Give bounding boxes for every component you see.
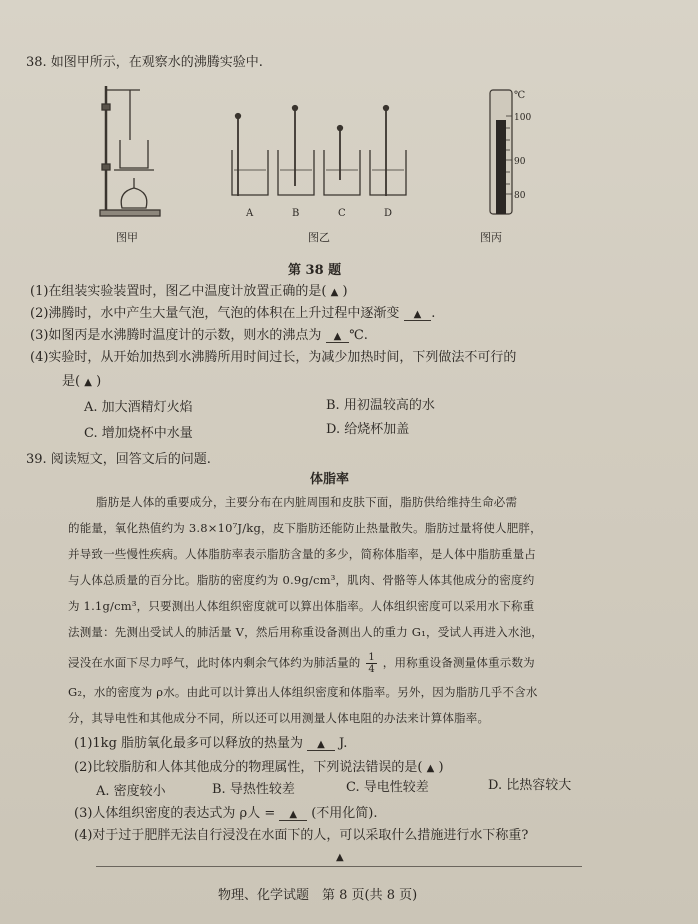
q38-option-b: B. 用初温较高的水 — [326, 398, 435, 413]
passage-line-7: 浸没在水面下尽力呼气，此时体内剩余气体约为肺活量的 $\frac{1}{4}$ ，用称重设备测量体重示数为 — [68, 652, 535, 675]
passage-line-4: 与人体总质量的百分比。脂肪的密度约为 0.9g/cm³，肌肉、骨骼等人体其他成分的密度约 — [68, 573, 535, 587]
page-footer: 物理、化学试题 第 8 页(共 8 页) — [218, 888, 418, 903]
q38-option-c: C. 增加烧杯中水量 — [84, 426, 193, 441]
fig-jia-caption: 图甲 — [116, 231, 138, 244]
beaker-jia — [120, 140, 148, 168]
q38-intro: 38. 如图甲所示，在观察水的沸腾实验中. — [26, 55, 263, 70]
q38-title: 第 38 题 — [288, 263, 342, 278]
stand-base — [100, 210, 160, 216]
passage-line-2: 的能量，氧化热值约为 3.8×10⁷J/kg，皮下脂肪还能防止热量散失。脂肪过量将使人肥胖， — [68, 521, 542, 535]
q38-s4b: 是( ▲ ) — [62, 374, 102, 389]
fig-yi-caption: 图乙 — [308, 231, 330, 244]
thermo-tick-80: 80 — [514, 191, 526, 201]
passage-line-8: G₂，水的密度为 ρ水。由此可以计算出人体组织密度和体脂率。另外，因为脂肪几乎不含水 — [68, 685, 538, 699]
beaker-c — [324, 126, 360, 196]
q38-s1: (1)在组装实验装置时，图乙中温度计放置正确的是( ▲ ) — [30, 284, 348, 299]
beaker-label-d: D — [384, 208, 393, 219]
beaker-label-b: B — [292, 208, 300, 219]
q38-option-a: A. 加大酒精灯火焰 — [84, 400, 193, 415]
thermo-tick-90: 90 — [514, 157, 526, 167]
q39-option-d: D. 比热容较大 — [488, 778, 572, 793]
beaker-b — [278, 106, 314, 196]
q39-option-b: B. 导热性较差 — [212, 782, 295, 797]
beaker-d — [370, 106, 406, 197]
answer-blank: ▲ — [404, 309, 432, 321]
q39-intro: 39. 阅读短文，回答文后的问题. — [26, 452, 211, 467]
answer-mark: ▲ — [330, 287, 339, 298]
beaker-a — [232, 114, 268, 197]
passage-line-3: 并导致一些慢性疾病。人体脂肪率表示脂肪含量的多少，简称体脂率，是人体中脂肪重量占 — [68, 547, 536, 561]
fig-bing-caption: 图丙 — [480, 231, 502, 244]
thermo-unit: ℃ — [514, 90, 526, 101]
q38-option-d: D. 给烧杯加盖 — [326, 422, 410, 437]
answer-blank: ▲ — [307, 739, 335, 751]
answer-blank: ▲ — [279, 809, 307, 821]
alcohol-lamp — [121, 188, 147, 208]
q39-s1: (1)1kg 脂肪氧化最多可以释放的热量为 ▲ J. — [74, 736, 348, 751]
q39-option-a: A. 密度较小 — [96, 784, 166, 799]
q39-s3: (3)人体组织密度的表达式为 ρ人 = ▲ (不用化简). — [74, 806, 378, 821]
beaker-label-c: C — [338, 208, 346, 219]
mercury-column — [496, 120, 506, 214]
thermo-tick-100: 100 — [514, 113, 532, 123]
figure-yi — [228, 100, 418, 210]
answer-blank: ▲ — [326, 331, 350, 343]
q38-s2: (2)沸腾时，水中产生大量气泡，气泡的体积在上升过程中逐渐变 ▲ . — [30, 306, 436, 321]
passage-line-5: 为 1.1g/cm³，只要测出人体组织密度就可以算出体脂率。人体组织密度可以采用水下称重 — [68, 599, 535, 613]
q39-passage-title: 体脂率 — [310, 472, 350, 487]
passage-line-6: 法测量：先测出受试人的肺活量 V，然后用称重设备测出人的重力 G₁，受试人再进入水池， — [68, 625, 544, 639]
figure-jia — [92, 80, 172, 230]
passage-line-1: 脂肪是人体的重要成分，主要分布在内脏周围和皮肤下面，脂肪供给维持生命必需 — [96, 495, 518, 509]
q39-option-c: C. 导电性较差 — [346, 780, 429, 795]
answer-mark: ▲ — [426, 763, 435, 774]
q38-s3: (3)如图丙是水沸腾时温度计的示数，则水的沸点为 ▲ ℃. — [30, 328, 368, 343]
answer-mark-q39-4: ▲ — [336, 852, 344, 863]
figure-bing-thermometer — [470, 84, 540, 224]
answer-line — [96, 866, 582, 867]
answer-mark: ▲ — [84, 377, 92, 388]
passage-line-9: 分，其导电性和其他成分不同，所以还可以用测量人体电阻的办法来计算体脂率。 — [68, 711, 490, 725]
q39-s2: (2)比较脂肪和人体其他成分的物理属性，下列说法错误的是( ▲ ) — [74, 760, 444, 775]
q39-s4: (4)对于过于肥胖无法自行浸没在水面下的人，可以采取什么措施进行水下称重? — [74, 828, 529, 843]
fraction-one-quarter: $\frac{1}{4}$ — [368, 652, 375, 675]
q38-s4: (4)实验时，从开始加热到水沸腾所用时间过长，为减少加热时间，下列做法不可行的 — [30, 350, 517, 365]
beaker-label-a: A — [246, 208, 254, 219]
